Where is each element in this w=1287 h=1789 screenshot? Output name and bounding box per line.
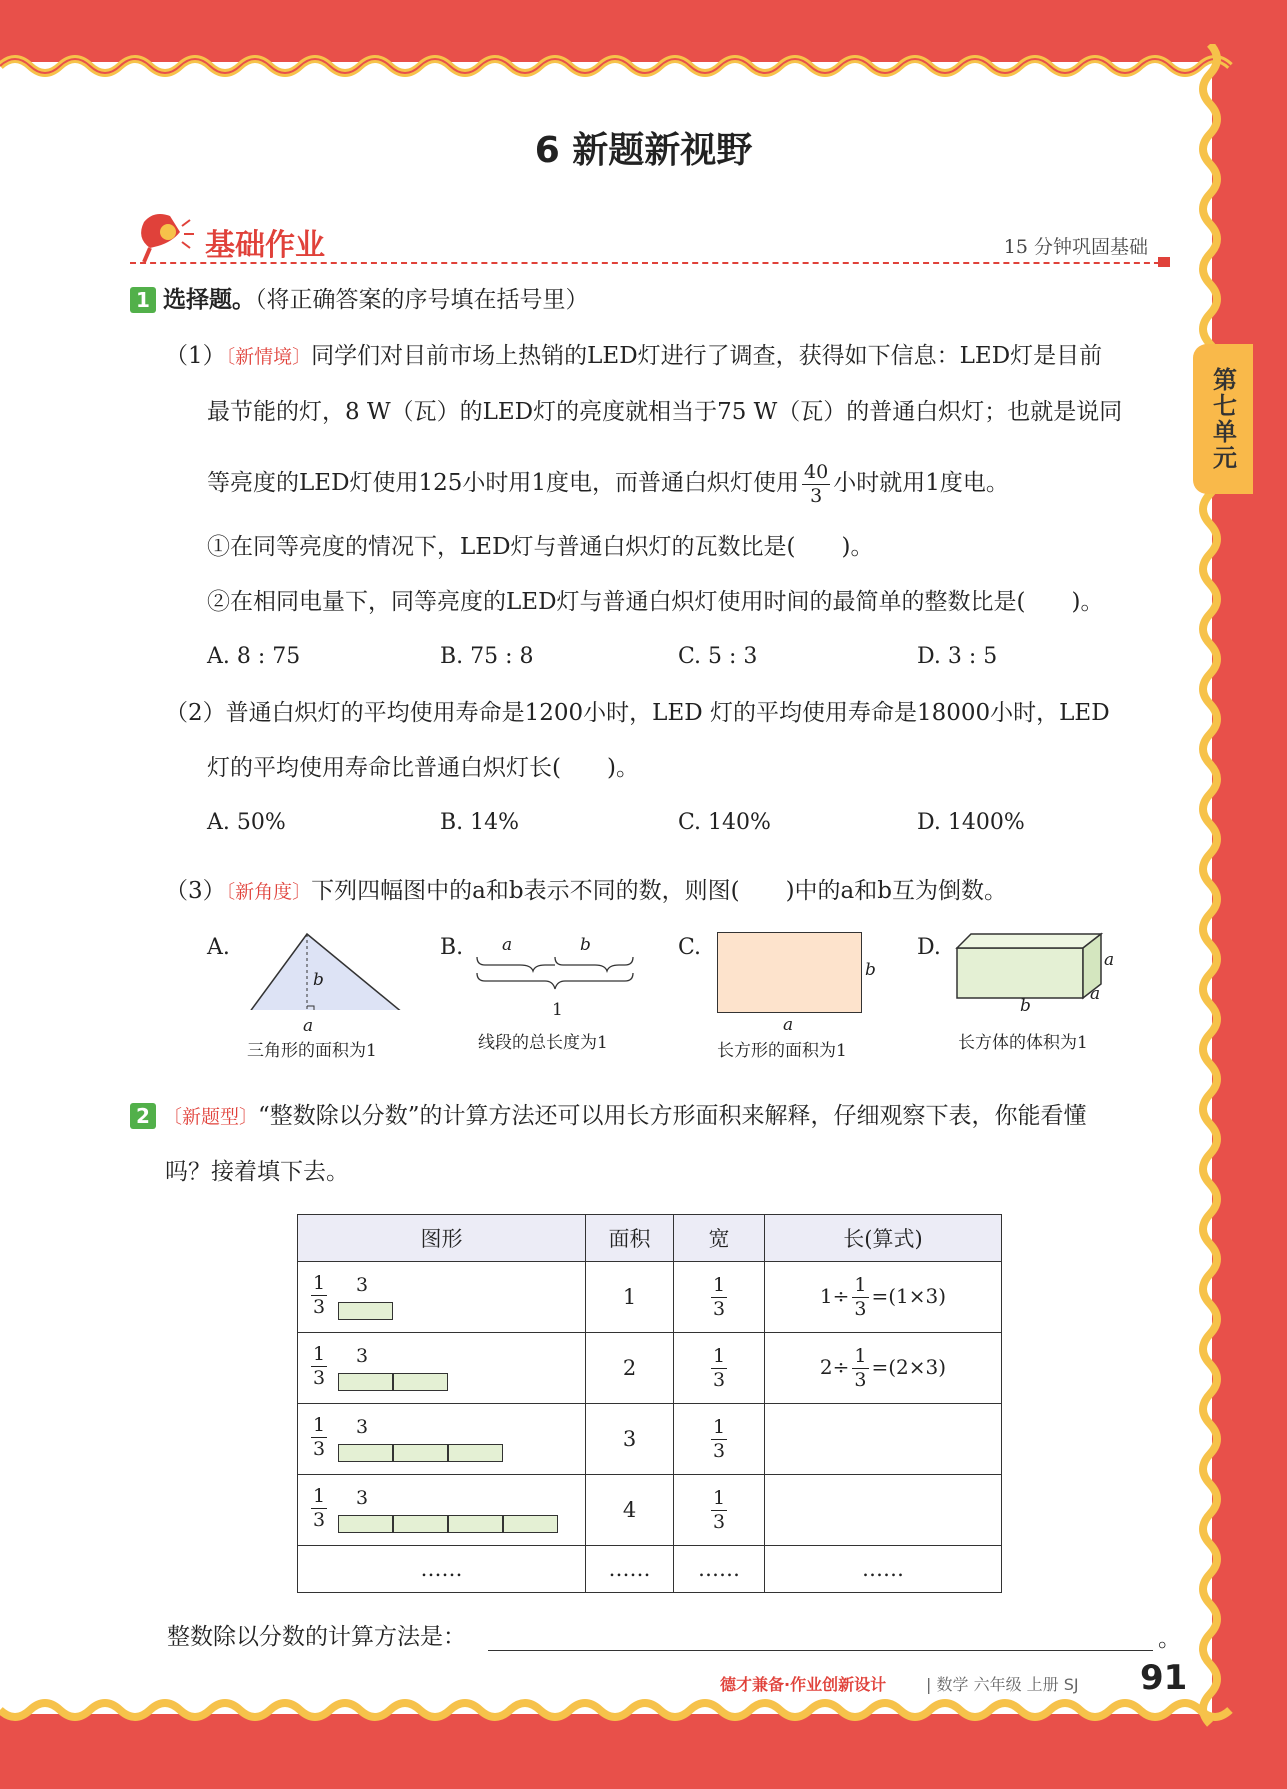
- answer-line[interactable]: [488, 1650, 1153, 1651]
- question-2-badge: 2: [130, 1103, 156, 1129]
- summary-end: 。: [1158, 1626, 1181, 1652]
- top-length-label: 3: [356, 1274, 369, 1296]
- expr-fraction-den: 3: [854, 1297, 867, 1320]
- width-fraction-num: 1: [712, 1486, 726, 1509]
- width-fraction: [711, 1486, 727, 1533]
- figure-cell: [298, 1404, 586, 1475]
- q1-heading: 选择题。: [163, 287, 255, 313]
- footer-subject: | 数学 六年级 上册 SJ: [926, 1675, 1079, 1694]
- section-header: [130, 208, 1170, 268]
- q1-1-option-b[interactable]: B. 75 : 8: [440, 644, 534, 669]
- q1-2-option-a[interactable]: A. 50%: [207, 810, 286, 835]
- height-label: [308, 1274, 330, 1317]
- figure-a-label[interactable]: A.: [207, 935, 230, 960]
- height-label: [308, 1345, 330, 1388]
- width-fraction: [711, 1344, 727, 1391]
- question-1-badge: 1: [130, 287, 156, 313]
- width-fraction: [711, 1415, 727, 1462]
- segment-figure: [475, 955, 637, 1005]
- figure-a-a: a: [303, 1016, 314, 1036]
- unit-rectangle: [393, 1373, 448, 1391]
- top-wavy-border: [0, 44, 1240, 80]
- figure-c-a: a: [783, 1015, 794, 1035]
- width-cell: [674, 1262, 765, 1333]
- figure-c-caption: 长方形的面积为1: [717, 1041, 847, 1061]
- width-fraction: [711, 1273, 727, 1320]
- header-figure: 图形: [298, 1215, 586, 1262]
- width-fraction-num: 1: [712, 1344, 726, 1367]
- expr-prefix: 1÷: [819, 1283, 850, 1308]
- ellipsis-length: ……: [765, 1546, 1002, 1593]
- ellipsis-width: ……: [674, 1546, 765, 1593]
- expr-fraction: [852, 1273, 868, 1320]
- q1-1-option-a[interactable]: A. 8 : 75: [207, 644, 301, 669]
- table-row: [298, 1333, 1002, 1404]
- q1-1-number: （1）: [165, 343, 226, 369]
- header-area: 面积: [586, 1215, 674, 1262]
- q2-line2: 吗？接着填下去。: [165, 1159, 349, 1185]
- ellipsis-figure: ……: [298, 1546, 586, 1593]
- q2-line1: [163, 1102, 1087, 1131]
- top-length-label: 3: [356, 1345, 369, 1367]
- unit-rectangle: [338, 1515, 393, 1533]
- width-cell: [674, 1404, 765, 1475]
- figure-b-a: a: [502, 935, 513, 955]
- q1-3-line: [165, 877, 1007, 906]
- area-cell: 3: [586, 1404, 674, 1475]
- right-wavy-border: [1196, 44, 1236, 1734]
- row-figure: [298, 1262, 585, 1332]
- height-fraction-den: 3: [313, 1367, 326, 1389]
- q1-1-option-d[interactable]: D. 3 : 5: [917, 644, 998, 669]
- new-angle-tag: 〔新角度〕: [225, 881, 312, 903]
- lamp-icon: [130, 208, 200, 264]
- expr-fraction-num: 1: [854, 1273, 867, 1296]
- row-figure: [298, 1404, 585, 1474]
- height-fraction: [311, 1416, 327, 1459]
- q1-1-sub1: ①在同等亮度的情况下，LED灯与普通白炽灯的瓦数比是( )。: [207, 534, 874, 560]
- figure-d-label[interactable]: D.: [917, 935, 941, 960]
- row-figure: [298, 1333, 585, 1403]
- q1-1-text3b: 小时就用1度电。: [833, 470, 1009, 496]
- expr-fraction-num: 1: [854, 1344, 867, 1367]
- footer-brand: 德才兼备·作业创新设计: [720, 1675, 887, 1694]
- area-cell: 1: [586, 1262, 674, 1333]
- figure-a-caption: 三角形的面积为1: [247, 1041, 377, 1061]
- section-title: 基础作业: [205, 228, 325, 263]
- height-fraction-num: 1: [313, 1485, 326, 1507]
- unit-tab-label: 第七单元: [1208, 367, 1237, 471]
- unit-rectangle: [503, 1515, 558, 1533]
- height-fraction-num: 1: [313, 1414, 326, 1436]
- q1-2-line1: [165, 699, 1110, 727]
- new-type-tag: 〔新题型〕: [163, 1106, 259, 1128]
- height-fraction: [311, 1345, 327, 1388]
- height-fraction-den: 3: [313, 1296, 326, 1318]
- table-row-ellipsis: [298, 1546, 1002, 1593]
- figure-cell: [298, 1475, 586, 1546]
- figure-c-b: b: [865, 960, 876, 980]
- width-fraction-den: 3: [712, 1510, 726, 1533]
- unit-rectangle: [393, 1444, 448, 1462]
- q1-3-number: （3）: [165, 878, 226, 904]
- unit-rectangle: [448, 1444, 503, 1462]
- cuboid-figure: [955, 930, 1105, 1002]
- figure-b-total: 1: [552, 1000, 563, 1020]
- q1-1-text3a: 等亮度的LED灯使用125小时用1度电，而普通白炽灯使用: [207, 470, 800, 496]
- top-length-label: 3: [356, 1416, 369, 1438]
- q2-text1: “整数除以分数”的计算方法还可以用长方形面积来解释，仔细观察下表，你能看懂: [258, 1103, 1087, 1129]
- table-row: [298, 1262, 1002, 1333]
- expr-result: =(1×3): [871, 1283, 947, 1308]
- q1-instruction: （将正确答案的序号填在括号里）: [255, 287, 589, 313]
- header-length: 长(算式): [765, 1215, 1002, 1262]
- area-cell: 2: [586, 1333, 674, 1404]
- width-cell: [674, 1333, 765, 1404]
- figure-cell: [298, 1333, 586, 1404]
- width-fraction-num: 1: [712, 1415, 726, 1438]
- table-header-row: [298, 1215, 1002, 1262]
- new-context-tag: 〔新情境〕: [225, 346, 312, 368]
- height-fraction-den: 3: [313, 1438, 326, 1460]
- width-fraction-den: 3: [712, 1368, 726, 1391]
- unit-rectangle: [448, 1515, 503, 1533]
- table-row: [298, 1475, 1002, 1546]
- unit-side-tab: [1193, 344, 1253, 494]
- height-label: [308, 1416, 330, 1459]
- figure-b-b: b: [580, 935, 591, 955]
- row-figure: [298, 1475, 585, 1545]
- height-fraction-den: 3: [313, 1509, 326, 1531]
- q1-1-text1: 同学们对目前市场上热销的LED灯进行了调查，获得如下信息：LED灯是目前: [311, 343, 1103, 369]
- q1-1-line2: 最节能的灯，8 W（瓦）的LED灯的亮度就相当于75 W（瓦）的普通白炽灯；也就是说同: [207, 399, 1123, 425]
- header-width: 宽: [674, 1215, 765, 1262]
- fraction-40-3: [802, 460, 830, 507]
- expr-prefix: 2÷: [819, 1354, 850, 1379]
- q1-1-option-c[interactable]: C. 5 : 3: [678, 644, 758, 669]
- q1-2-line2: 灯的平均使用寿命比普通白炽灯长( )。: [207, 755, 639, 781]
- top-length-label: 3: [356, 1487, 369, 1509]
- length-cell[interactable]: [765, 1404, 1002, 1475]
- figure-b-caption: 线段的总长度为1: [478, 1033, 608, 1053]
- rectangle-figure: [717, 932, 862, 1013]
- q1-2-option-b[interactable]: B. 14%: [440, 810, 520, 835]
- unit-rectangle: [338, 1302, 393, 1320]
- figure-cell: [298, 1262, 586, 1333]
- q1-2-option-c[interactable]: C. 140%: [678, 810, 771, 835]
- expr-fraction: [852, 1344, 868, 1391]
- section-divider: [130, 262, 1170, 264]
- expr-result: =(2×3): [871, 1354, 947, 1379]
- question-1-heading: [163, 286, 589, 314]
- q1-2-option-d[interactable]: D. 1400%: [917, 810, 1025, 835]
- length-cell[interactable]: [765, 1475, 1002, 1546]
- triangle-figure: [245, 930, 405, 1010]
- width-fraction-den: 3: [712, 1297, 726, 1320]
- unit-rectangle: [393, 1515, 448, 1533]
- height-fraction-num: 1: [313, 1343, 326, 1365]
- figure-b-label[interactable]: B.: [440, 935, 464, 960]
- frac-numerator: 40: [804, 460, 829, 483]
- area-cell: 4: [586, 1475, 674, 1546]
- height-fraction: [311, 1487, 327, 1530]
- length-cell: [765, 1333, 1002, 1404]
- ellipsis-area: ……: [586, 1546, 674, 1593]
- divider-end: [1158, 257, 1170, 267]
- figure-d-a-depth: a: [1090, 984, 1101, 1004]
- section-subtitle: 15 分钟巩固基础: [1003, 236, 1148, 258]
- area-table: [297, 1214, 1002, 1593]
- page-title: 6 新题新视野: [534, 130, 753, 171]
- height-fraction: [311, 1274, 327, 1317]
- figure-d-caption: 长方体的体积为1: [958, 1033, 1088, 1053]
- unit-rectangle: [338, 1373, 393, 1391]
- unit-rectangle: [338, 1444, 393, 1462]
- q1-2-number: （2）: [165, 700, 226, 726]
- width-fraction-num: 1: [712, 1273, 726, 1296]
- q1-1-sub2: ②在相同电量下，同等亮度的LED灯与普通白炽灯使用时间的最简单的整数比是( )。: [207, 589, 1104, 615]
- length-cell: [765, 1262, 1002, 1333]
- summary-prompt: 整数除以分数的计算方法是：: [167, 1624, 466, 1650]
- width-fraction-den: 3: [712, 1439, 726, 1462]
- figure-c-label[interactable]: C.: [678, 935, 702, 960]
- width-cell: [674, 1475, 765, 1546]
- height-label: [308, 1487, 330, 1530]
- q1-1-line3: [207, 455, 1009, 511]
- expr-fraction-den: 3: [854, 1368, 867, 1391]
- page-number: 91: [1140, 1658, 1188, 1698]
- figure-a-b: b: [313, 970, 324, 990]
- frac-denominator: 3: [810, 484, 823, 507]
- figure-d-a-height: a: [1104, 950, 1115, 970]
- q1-2-text1: 普通白炽灯的平均使用寿命是1200小时，LED 灯的平均使用寿命是18000小时，LED: [225, 700, 1110, 726]
- table-row: [298, 1404, 1002, 1475]
- q1-1-line1: [165, 342, 1102, 371]
- height-fraction-num: 1: [313, 1272, 326, 1294]
- bottom-wavy-border: [0, 1696, 1240, 1732]
- figure-d-b: b: [1020, 996, 1031, 1016]
- q1-3-text: 下列四幅图中的a和b表示不同的数，则图( )中的a和b互为倒数。: [311, 878, 1007, 904]
